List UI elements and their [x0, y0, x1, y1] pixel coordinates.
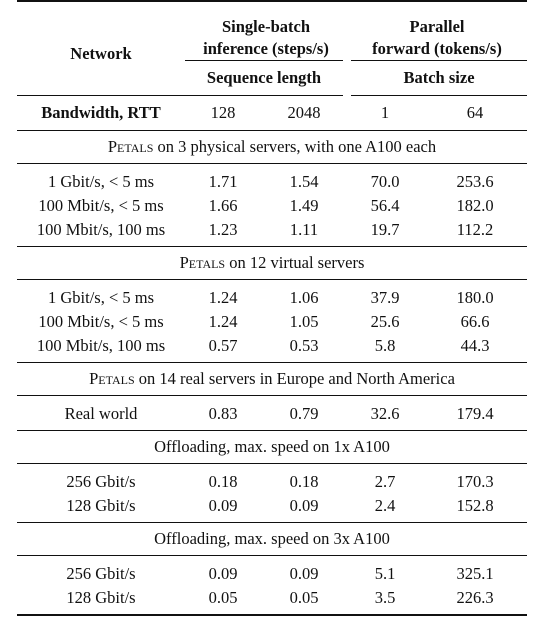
batch-size-1: 1 — [380, 103, 390, 122]
section-title-text: on 3 physical servers, with one A100 each — [153, 137, 437, 156]
seq-128-cell: 0.05 — [208, 588, 238, 607]
table-row — [17, 280, 527, 311]
single-batch-header — [185, 1, 347, 61]
batch-64-cell: 325.1 — [456, 564, 494, 583]
batch-64-cell: 152.8 — [456, 496, 494, 515]
seq-128-cell: 0.09 — [208, 564, 238, 583]
batch-1-cell: 3.5 — [374, 588, 396, 607]
table-row — [17, 310, 527, 334]
batch-1-cell: 32.6 — [370, 404, 400, 423]
section-title-row — [17, 523, 527, 556]
header-row-top — [17, 1, 527, 61]
single-batch-header-line1: Single-batch — [221, 17, 310, 36]
batch-64-cell: 44.3 — [460, 336, 490, 355]
seq-len-128: 128 — [210, 103, 236, 122]
batch-1-cell: 37.9 — [370, 288, 400, 307]
network-header: Network — [70, 43, 132, 63]
batch-1-cell: 70.0 — [370, 172, 400, 191]
batch-1-cell: 5.1 — [374, 564, 396, 583]
table-row — [17, 194, 527, 218]
section-title-system-name: Petals — [89, 369, 135, 388]
network-cell: 100 Mbit/s, < 5 ms — [38, 312, 164, 331]
bandwidth-rtt-header: Bandwidth, RTT — [41, 103, 161, 122]
seq-2048-cell: 0.18 — [289, 472, 319, 491]
batch-1-cell: 56.4 — [370, 196, 400, 215]
network-cell: 100 Mbit/s, < 5 ms — [38, 196, 164, 215]
batch-size-64: 64 — [466, 103, 484, 122]
seq-len-2048: 2048 — [287, 103, 321, 122]
section-title-text: Offloading, max. speed on 1x A100 — [154, 437, 390, 456]
section-title-system-name: Petals — [107, 137, 154, 156]
single-batch-header-line2: inference (steps/s) — [203, 39, 329, 58]
section-title — [17, 431, 527, 464]
table-row — [17, 334, 527, 363]
section-title — [17, 247, 527, 280]
network-cell: 1 Gbit/s, < 5 ms — [47, 172, 155, 191]
seq-2048-cell: 0.79 — [289, 404, 319, 423]
seq-2048-cell: 1.05 — [289, 312, 319, 331]
section-title-row — [17, 431, 527, 464]
batch-1-cell: 19.7 — [370, 220, 400, 239]
seq-2048-cell: 1.06 — [289, 288, 319, 307]
network-cell: 128 Gbit/s — [66, 588, 136, 607]
seq-128-cell: 0.09 — [208, 496, 238, 515]
seq-2048-cell: 1.54 — [289, 172, 319, 191]
table-row — [17, 586, 527, 615]
seq-128-cell: 1.23 — [208, 220, 238, 239]
network-cell: Real world — [64, 404, 138, 423]
batch-1-cell: 5.8 — [374, 336, 396, 355]
section-title-text: Offloading, max. speed on 3x A100 — [154, 529, 390, 548]
batch-64-cell: 253.6 — [456, 172, 494, 191]
seq-128-cell: 1.71 — [208, 172, 238, 191]
results-table — [17, 0, 527, 616]
batch-1-cell: 2.4 — [374, 496, 396, 515]
seq-2048-cell: 0.53 — [289, 336, 319, 355]
section-title-row — [17, 131, 527, 164]
section-title-text: on 14 real servers in Europe and North America — [134, 369, 455, 388]
batch-64-cell: 226.3 — [456, 588, 494, 607]
section-title — [17, 131, 527, 164]
section-title — [17, 363, 527, 396]
section-title-text: on 12 virtual servers — [225, 253, 365, 272]
table-row — [17, 164, 527, 195]
seq-128-cell: 1.24 — [208, 288, 238, 307]
parallel-forward-header — [347, 1, 527, 61]
sequence-length-header: Sequence length — [185, 61, 347, 96]
batch-64-cell: 66.6 — [460, 312, 490, 331]
seq-128-cell: 0.57 — [208, 336, 238, 355]
batch-64-cell: 179.4 — [456, 404, 494, 423]
seq-2048-cell: 0.05 — [289, 588, 319, 607]
batch-64-cell: 182.0 — [456, 196, 494, 215]
section-title-system-name: Petals — [179, 253, 226, 272]
header-row-values — [17, 96, 527, 131]
section-title-row — [17, 363, 527, 396]
network-cell: 1 Gbit/s, < 5 ms — [47, 288, 155, 307]
table-row — [17, 218, 527, 247]
table-row — [17, 494, 527, 523]
network-cell: 256 Gbit/s — [66, 472, 136, 491]
section-title-row — [17, 247, 527, 280]
seq-2048-cell: 0.09 — [289, 564, 319, 583]
batch-64-cell: 112.2 — [456, 220, 494, 239]
seq-128-cell: 1.66 — [208, 196, 238, 215]
parallel-header-line1: Parallel — [409, 17, 465, 36]
seq-128-cell: 0.18 — [208, 472, 238, 491]
seq-2048-cell: 1.49 — [289, 196, 319, 215]
network-cell: 100 Mbit/s, 100 ms — [36, 220, 166, 239]
network-cell: 128 Gbit/s — [66, 496, 136, 515]
section-title — [17, 523, 527, 556]
parallel-header-line2: forward (tokens/s) — [372, 39, 502, 58]
seq-128-cell: 1.24 — [208, 312, 238, 331]
network-cell: 100 Mbit/s, 100 ms — [36, 336, 166, 355]
batch-1-cell: 2.7 — [374, 472, 396, 491]
network-cell: 256 Gbit/s — [66, 564, 136, 583]
seq-128-cell: 0.83 — [208, 404, 238, 423]
table-row — [17, 396, 527, 431]
seq-2048-cell: 0.09 — [289, 496, 319, 515]
batch-size-header: Batch size — [347, 61, 527, 96]
batch-64-cell: 170.3 — [456, 472, 494, 491]
batch-1-cell: 25.6 — [370, 312, 400, 331]
batch-64-cell: 180.0 — [456, 288, 494, 307]
seq-2048-cell: 1.11 — [289, 220, 319, 239]
table-row — [17, 556, 527, 587]
table-row — [17, 464, 527, 495]
